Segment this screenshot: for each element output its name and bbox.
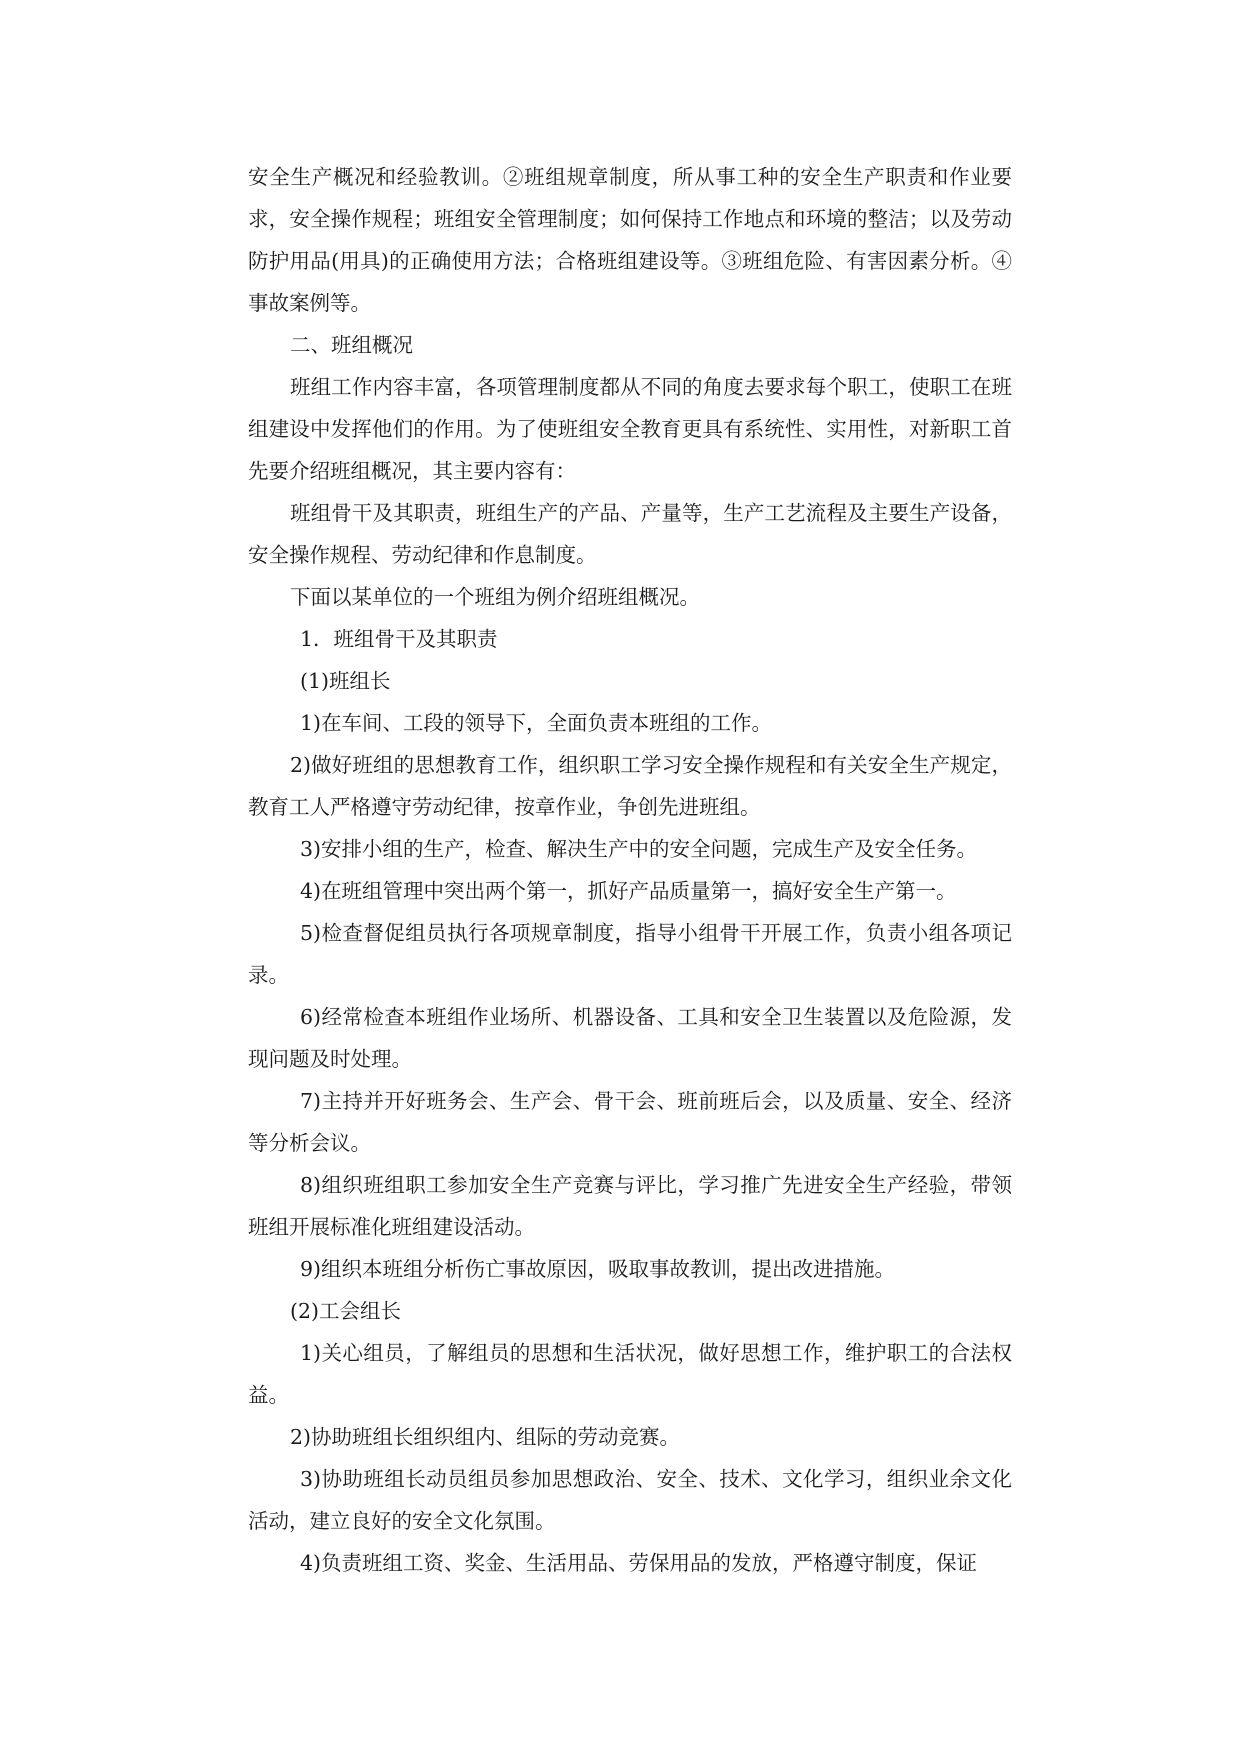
paragraph-safety-education-content: 安全生产概况和经验教训。②班组规章制度，所从事工种的安全生产职责和作业要求，安全操作规程；班组安全管理制度；如何保持工作地点和环境的整洁；以及劳动防护用品(用具)的正确使用方法；合格班组建设等。③班组危险、有害因素分析。④事故案例等。 xyxy=(248,165,1012,315)
list-item-leader-duty-8: 8)组织班组职工参加安全生产竞赛与评比，学习推广先进安全生产经验，带领班组开展标准化班组建设活动。 xyxy=(248,1173,1012,1239)
document-body xyxy=(248,156,1012,1584)
subheading-union-leader: (2)工会组长 xyxy=(290,1299,402,1323)
list-item-leader-duty-6: 6)经常检查本班组作业场所、机器设备、工具和安全卫生装置以及危险源，发现问题及时处理。 xyxy=(248,1005,1012,1071)
subheading-team-backbone-duties: 1．班组骨干及其职责 xyxy=(300,627,498,651)
list-item-union-duty-3: 3)协助班组长动员组员参加思想政治、安全、技术、文化学习，组织业余文化活动，建立良好的安全文化氛围。 xyxy=(248,1467,1012,1533)
list-item-leader-duty-1: 1)在车间、工段的领导下，全面负责本班组的工作。 xyxy=(300,711,773,735)
paragraph-team-overview-items: 班组骨干及其职责，班组生产的产品、产量等，生产工艺流程及主要生产设备，安全操作规程、劳动纪律和作息制度。 xyxy=(248,501,1012,567)
list-item-leader-duty-9: 9)组织本班组分析伤亡事故原因，吸取事故教训，提出改进措施。 xyxy=(300,1257,896,1281)
paragraph-team-work-content: 班组工作内容丰富，各项管理制度都从不同的角度去要求每个职工，使职工在班组建设中发挥他们的作用。为了使班组安全教育更具有系统性、实用性，对新职工首先要介绍班组概况，其主要内容有： xyxy=(248,375,1012,483)
list-item-leader-duty-4: 4)在班组管理中突出两个第一，抓好产品质量第一，搞好安全生产第一。 xyxy=(300,879,957,903)
list-item-union-duty-1: 1)关心组员，了解组员的思想和生活状况，做好思想工作，维护职工的合法权益。 xyxy=(248,1341,1012,1407)
paragraph-example-intro: 下面以某单位的一个班组为例介绍班组概况。 xyxy=(290,585,700,609)
section-heading-team-overview: 二、班组概况 xyxy=(290,333,413,357)
list-item-leader-duty-5: 5)检查督促组员执行各项规章制度，指导小组骨干开展工作，负责小组各项记录。 xyxy=(248,921,1012,987)
list-item-union-duty-2: 2)协助班组长组织组内、组际的劳动竞赛。 xyxy=(290,1425,681,1449)
list-item-leader-duty-2: 2)做好班组的思想教育工作，组织职工学习安全操作规程和有关安全生产规定，教育工人严格遵守劳动纪律，按章作业，争创先进班组。 xyxy=(248,753,1012,819)
list-item-union-duty-4: 4)负责班组工资、奖金、生活用品、劳保用品的发放，严格遵守制度，保证 xyxy=(300,1551,978,1575)
subheading-team-leader: (1)班组长 xyxy=(300,669,391,693)
list-item-leader-duty-3: 3)安排小组的生产，检查、解决生产中的安全问题，完成生产及安全任务。 xyxy=(300,837,978,861)
list-item-leader-duty-7: 7)主持并开好班务会、生产会、骨干会、班前班后会，以及质量、安全、经济等分析会议。 xyxy=(248,1089,1012,1155)
